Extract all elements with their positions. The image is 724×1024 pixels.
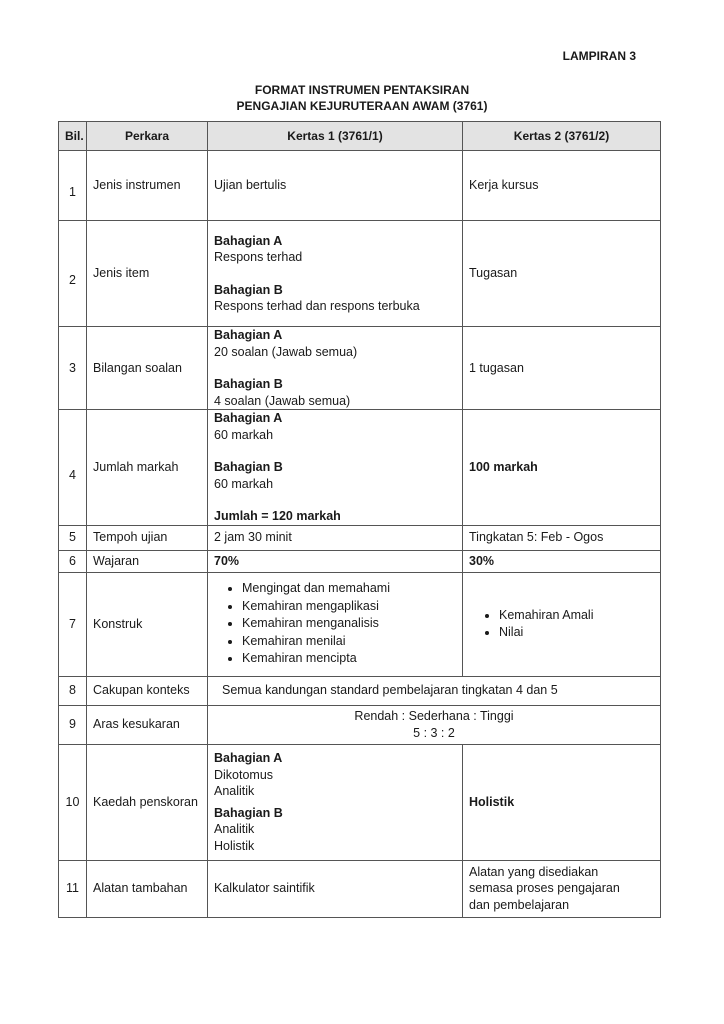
row-kertas-2: 1 tugasan	[463, 327, 661, 410]
text-line: Alatan yang disediakan	[469, 864, 599, 879]
row-number: 8	[59, 676, 87, 705]
table-row	[59, 221, 661, 327]
table-row	[59, 705, 661, 744]
row-number: 7	[59, 572, 87, 676]
construct-list-k2	[469, 607, 654, 642]
row-perkara: Alatan tambahan	[87, 860, 208, 917]
table-header-row	[59, 122, 661, 151]
difficulty-levels: Rendah : Sederhana : Tinggi	[354, 709, 514, 723]
construct-list-k1	[214, 580, 456, 668]
table-row	[59, 572, 661, 676]
table-row	[59, 744, 661, 860]
table-row	[59, 327, 661, 410]
col-header-kertas-1: Kertas 1 (3761/1)	[208, 122, 463, 151]
row-kertas-2: Tugasan	[463, 221, 661, 327]
row-number: 4	[59, 410, 87, 526]
row-number: 11	[59, 860, 87, 917]
row-kertas-1	[208, 410, 463, 526]
row-perkara: Jumlah markah	[87, 410, 208, 526]
list-item: • Mengingat dan memahami	[242, 580, 456, 598]
appendix-label: LAMPIRAN 3	[562, 49, 636, 63]
list-item: • Kemahiran mencipta	[242, 650, 456, 668]
document-title	[0, 82, 724, 114]
row-kertas-1: Kalkulator saintifik	[208, 860, 463, 917]
list-item: • Kemahiran menilai	[242, 633, 456, 651]
list-item: • Kemahiran menganalisis	[242, 615, 456, 633]
section-b-heading: Bahagian B	[214, 460, 283, 474]
list-item: • Kemahiran mengaplikasi	[242, 598, 456, 616]
title-line-2: PENGAJIAN KEJURUTERAAN AWAM (3761)	[236, 99, 488, 113]
row-kertas-1: Ujian bertulis	[208, 151, 463, 221]
table-row	[59, 525, 661, 550]
section-b-text: Holistik	[214, 838, 255, 853]
col-header-perkara: Perkara	[87, 122, 208, 151]
section-b-text: Respons terhad dan respons terbuka	[214, 299, 420, 313]
difficulty-ratio	[208, 705, 661, 744]
row-kertas-1: 70%	[208, 550, 463, 572]
section-a-heading: Bahagian A	[214, 233, 283, 248]
row-kertas-1	[208, 327, 463, 410]
table-row	[59, 151, 661, 221]
difficulty-values: 5 : 3 : 2	[413, 725, 455, 740]
row-number: 5	[59, 525, 87, 550]
row-merged-value: Semua kandungan standard pembelajaran tingkatan 4 dan 5	[208, 676, 661, 705]
section-a-text: 20 soalan (Jawab semua)	[214, 344, 358, 359]
row-kertas-2: 30%	[463, 550, 661, 572]
text-line: dan pembelajaran	[469, 897, 570, 912]
row-perkara: Tempoh ujian	[87, 525, 208, 550]
total-marks: Jumlah = 120 markah	[214, 509, 341, 523]
section-a-text: Respons terhad	[214, 250, 303, 264]
table-row	[59, 676, 661, 705]
section-a-heading: Bahagian A	[214, 411, 283, 425]
section-a-text: Analitik	[214, 784, 255, 798]
row-number: 2	[59, 221, 87, 327]
row-perkara: Konstruk	[87, 572, 208, 676]
title-line-1: FORMAT INSTRUMEN PENTAKSIRAN	[254, 83, 470, 97]
section-a-heading: Bahagian A	[214, 328, 283, 342]
table-row	[59, 860, 661, 917]
row-kertas-1	[208, 572, 463, 676]
row-kertas-1	[208, 221, 463, 327]
section-b-heading: Bahagian B	[214, 377, 283, 391]
row-number: 3	[59, 327, 87, 410]
row-number: 1	[59, 151, 87, 221]
list-item: • Nilai	[499, 624, 654, 642]
table-row	[59, 410, 661, 526]
row-kertas-1: 2 jam 30 minit	[208, 525, 463, 550]
row-kertas-2: Tingkatan 5: Feb - Ogos	[463, 525, 661, 550]
row-kertas-1	[208, 744, 463, 860]
col-header-kertas-2: Kertas 2 (3761/2)	[463, 122, 661, 151]
list-item: • Kemahiran Amali	[499, 607, 654, 625]
section-a-text: 60 markah	[214, 427, 274, 442]
row-number: 9	[59, 705, 87, 744]
section-a-text: Dikotomus	[214, 767, 274, 782]
row-perkara: Cakupan konteks	[87, 676, 208, 705]
section-b-text: 4 soalan (Jawab semua)	[214, 393, 351, 408]
assessment-format-table	[58, 121, 661, 918]
text-line: semasa proses pengajaran	[469, 881, 620, 896]
row-perkara: Bilangan soalan	[87, 327, 208, 410]
row-perkara: Jenis instrumen	[87, 151, 208, 221]
row-perkara: Wajaran	[87, 550, 208, 572]
row-kertas-2: 100 markah	[463, 410, 661, 526]
col-header-bil: Bil.	[59, 122, 87, 151]
row-perkara: Aras kesukaran	[87, 705, 208, 744]
row-kertas-2: Holistik	[463, 744, 661, 860]
row-number: 10	[59, 744, 87, 860]
section-b-text: Analitik	[214, 822, 255, 836]
row-perkara: Jenis item	[87, 221, 208, 327]
section-b-heading: Bahagian B	[214, 805, 283, 820]
section-b-text: 60 markah	[214, 476, 274, 491]
row-perkara: Kaedah penskoran	[87, 744, 208, 860]
section-a-heading: Bahagian A	[214, 751, 283, 765]
row-kertas-2	[463, 572, 661, 676]
section-b-heading: Bahagian B	[214, 282, 283, 297]
row-kertas-2	[463, 860, 661, 917]
row-number: 6	[59, 550, 87, 572]
row-kertas-2: Kerja kursus	[463, 151, 661, 221]
table-row	[59, 550, 661, 572]
